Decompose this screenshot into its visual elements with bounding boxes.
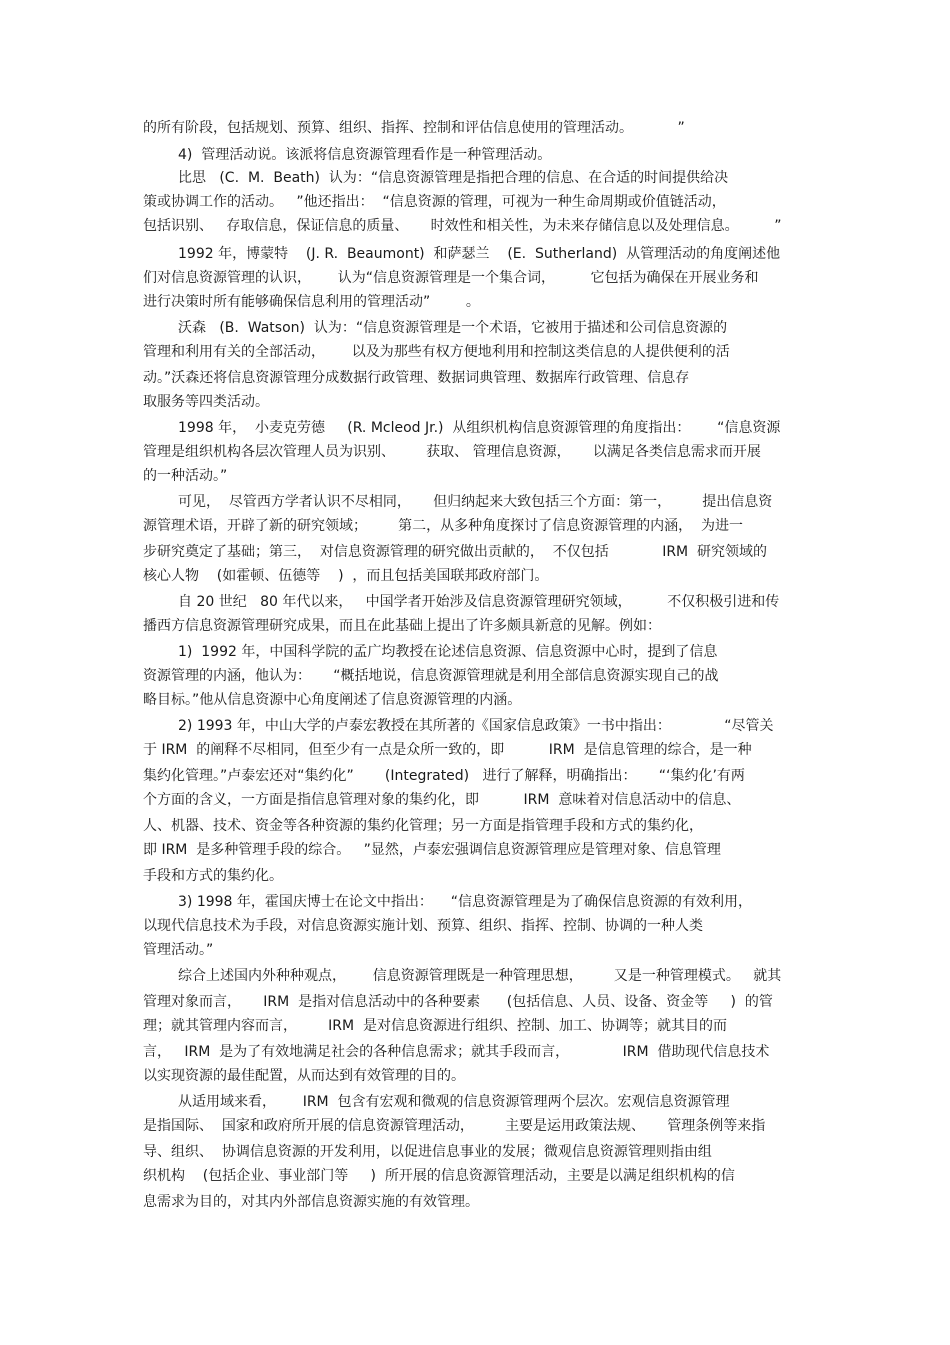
text-line: 集约化管理。”卢泰宏还对“集约化” (Integrated) 进行了解释，明确指出： “‘集约化’有两 — [143, 768, 745, 784]
text-line: 言， IRM 是为了有效地满足社会的各种信息需求；就其手段而言， IRM 借助现代信息技术 — [143, 1044, 770, 1060]
text-line: 进行决策时所有能够确保信息利用的管理活动” 。 — [143, 294, 480, 310]
text-line: 即 IRM 是多种管理手段的综合。 ”显然，卢泰宏强调信息资源管理应是管理对象、信息管理 — [143, 842, 721, 858]
text-line: 1) 1992 年，中国科学院的孟广均教授在论述信息资源、信息资源中心时，提到了信息 — [178, 644, 718, 660]
text-line: 步研究奠定了基础；第三， 对信息资源管理的研究做出贡献的， 不仅包括 IRM 研究领域的 — [143, 544, 768, 560]
text-line: 源管理术语，开辟了新的研究领域； 第二，从多种角度探讨了信息资源管理的内涵， 为进一 — [143, 518, 744, 534]
text-line: 策或协调工作的活动。 ”他还指出： “信息资源的管理，可视为一种生命周期或价值链活动， — [143, 194, 726, 210]
text-line: 导、组织、 协调信息资源的开发利用，以促进信息事业的发展；微观信息资源管理则指由组 — [143, 1144, 712, 1160]
text-line: 3) 1998 年，霍国庆博士在论文中指出： “信息资源管理是为了确保信息资源的有效利用， — [178, 894, 752, 910]
text-line: 手段和方式的集约化。 — [143, 868, 283, 884]
text-line: 们对信息资源管理的认识， 认为“信息资源管理是一个集合词， 它包括为确保在开展业务和 — [143, 270, 759, 286]
text-line: 核心人物 (如霍顿、伍德等 ) ，而且包括美国联邦政府部门。 — [143, 568, 549, 584]
text-line: 4) 管理活动说。该派将信息资源管理看作是一种管理活动。 — [178, 147, 552, 163]
text-line: 自 20 世纪 80 年代以来， 中国学者开始涉及信息资源管理研究领域， 不仅积极引进和传 — [178, 594, 780, 610]
text-line: 以现代信息技术为手段，对信息资源实施计划、预算、组织、指挥、控制、协调的一种人类 — [143, 918, 703, 934]
text-line: 取服务等四类活动。 — [143, 394, 269, 410]
text-line: 1998 年， 小麦克劳德 (R. Mcleod Jr.) 从组织机构信息资源管理的角度指出： “信息资源 — [178, 420, 781, 436]
text-line: 沃森 (B. Watson) 认为：“信息资源管理是一个术语，它被用于描述和公司信息资源的 — [178, 320, 728, 336]
text-line: 管理是组织机构各层次管理人员为识别、 获取、 管理信息资源， 以满足各类信息需求而开展 — [143, 444, 761, 460]
text-line: 比思 (C. M. Beath) 认为：“信息资源管理是指把合理的信息、在合适的时间提供给决 — [178, 170, 729, 186]
text-line: 播西方信息资源管理研究成果，而且在此基础上提出了许多颇具新意的见解。例如： — [143, 618, 661, 634]
text-line: 综合上述国内外种种观点， 信息资源管理既是一种管理思想， 又是一种管理模式。 就其 — [178, 968, 782, 984]
text-line: 以实现资源的最佳配置，从而达到有效管理的目的。 — [143, 1068, 465, 1084]
text-line: 资源管理的内涵，他认为： “概括地说，信息资源管理就是利用全部信息资源实现自己的战 — [143, 668, 719, 684]
text-line: 个方面的含义，一方面是指信息管理对象的集约化，即 IRM 意味着对信息活动中的信息、 — [143, 792, 741, 808]
text-line: 略目标。”他从信息资源中心角度阐述了信息资源管理的内涵。 — [143, 692, 522, 708]
text-line: 2) 1993 年，中山大学的卢泰宏教授在其所著的《国家信息政策》一书中指出： “尽管关 — [178, 718, 774, 734]
text-line: 可见， 尽管西方学者认识不尽相同， 但归纳起来大致包括三个方面：第一， 提出信息资 — [178, 494, 773, 510]
text-line: 织机构 (包括企业、事业部门等 ) 所开展的信息资源管理活动，主要是以满足组织机构的信 — [143, 1168, 735, 1184]
text-line: 从适用域来看， IRM 包含有宏观和微观的信息资源管理两个层次。宏观信息资源管理 — [178, 1094, 730, 1110]
text-line: 于 IRM 的阐释不尽相同，但至少有一点是众所一致的，即 IRM 是信息管理的综合，是一种 — [143, 742, 752, 758]
text-line: 理；就其管理内容而言， IRM 是对信息资源进行组织、控制、加工、协调等；就其目的而 — [143, 1018, 727, 1034]
text-line: 管理和利用有关的全部活动， 以及为那些有权方便地利用和控制这类信息的人提供便利的活 — [143, 344, 730, 360]
text-line: 管理活动。” — [143, 942, 214, 958]
text-line: 1992 年，博蒙特 (J. R. Beaumont) 和萨瑟兰 (E. Sutherland) 从管理活动的角度阐述他 — [178, 246, 781, 262]
text-line: 是指国际、 国家和政府所开展的信息资源管理活动， 主要是运用政策法规、 管理条例等来指 — [143, 1118, 766, 1134]
text-line: 人、机器、技术、资金等各种资源的集约化管理；另一方面是指管理手段和方式的集约化， — [143, 818, 703, 834]
text-line: 息需求为目的，对其内外部信息资源实施的有效管理。 — [143, 1194, 479, 1210]
text-line: 管理对象而言， IRM 是指对信息活动中的各种要素 (包括信息、人员、设备、资金等 ) 的管 — [143, 994, 773, 1010]
text-line: 动。”沃森还将信息资源管理分成数据行政管理、数据词典管理、数据库行政管理、信息存 — [143, 370, 690, 386]
text-line: 的所有阶段，包括规划、预算、组织、指挥、控制和评估信息使用的管理活动。 ” — [143, 120, 685, 136]
text-line: 的一种活动。” — [143, 468, 228, 484]
text-line: 包括识别、 存取信息，保证信息的质量、 时效性和相关性，为未来存储信息以及处理信息。 ” — [143, 218, 782, 234]
